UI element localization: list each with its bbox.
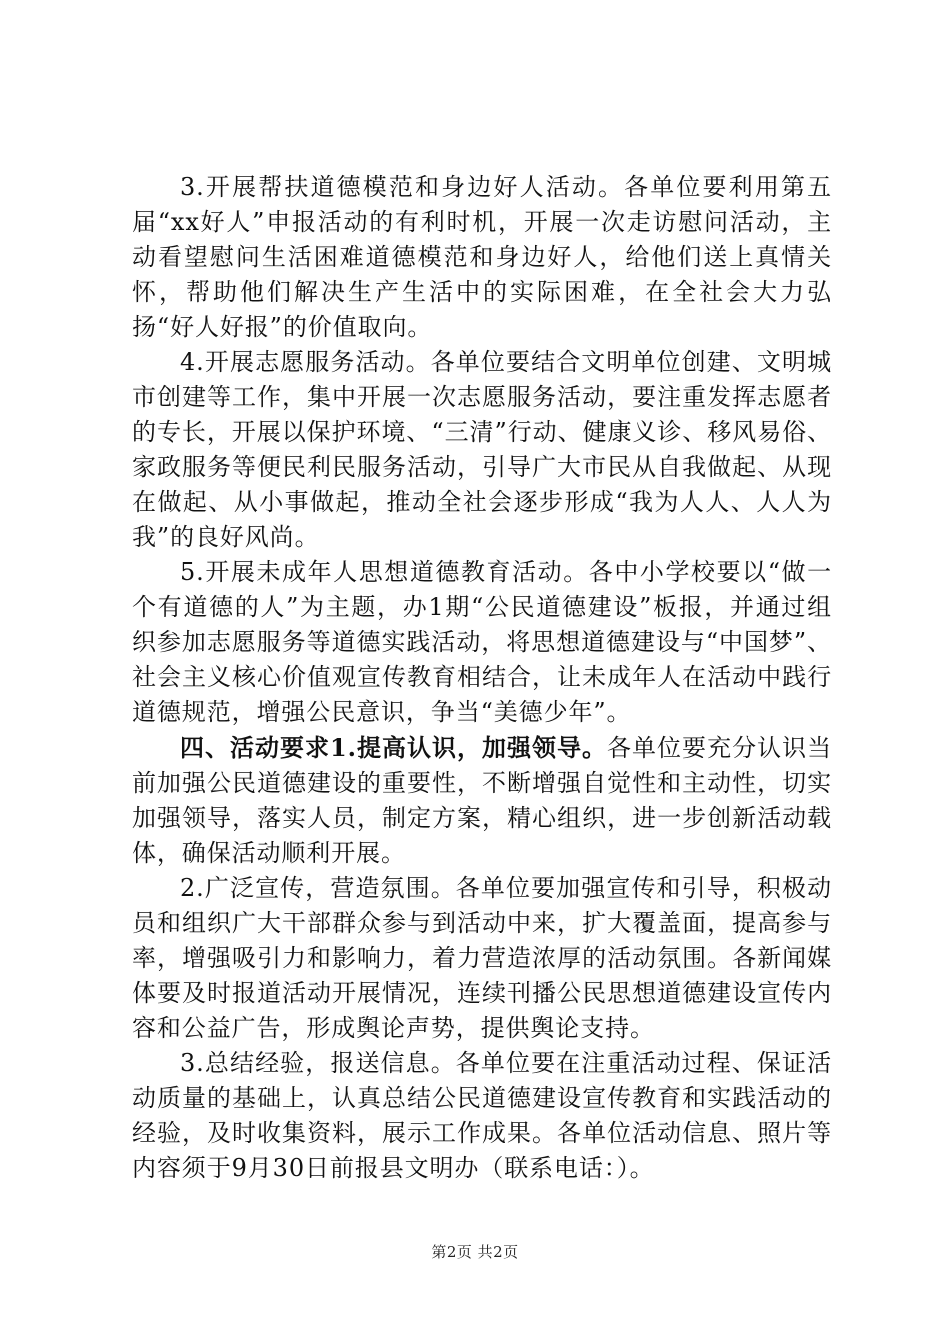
paragraph-item-3-summary xyxy=(132,1046,832,1186)
paragraph-item-3-helping-models xyxy=(132,170,832,345)
paragraph-text: 5.开展未成年人思想道德教育活动。各中小学校要以“做一个有道德的人”为主题，办1期“公民道德建设”板报，并通过组织参加志愿服务等道德实践活动，将思想道德建设与“中国梦”、社会主义核心价值观宣传教育相结合，让未成年人在活动中践行道德规范，增强公民意识，争当“美德少年”。 xyxy=(132,558,832,726)
document-body xyxy=(132,170,832,1186)
paragraph-section-4-requirements xyxy=(132,730,832,871)
paragraph-item-5-minors-education xyxy=(132,555,832,730)
paragraph-text: 3.开展帮扶道德模范和身边好人活动。各单位要利用第五届“xx好人”申报活动的有利时机，开展一次走访慰问活动，主动看望慰问生活困难道德模范和身边好人，给他们送上真情关怀，帮助他们解决生产生活中的实际困难，在全社会大力弘扬“好人好报”的价值取向。 xyxy=(132,173,832,341)
paragraph-text: 3.总结经验，报送信息。各单位要在注重活动过程、保证活动质量的基础上，认真总结公民道德建设宣传教育和实践活动的经验，及时收集资料，展示工作成果。各单位活动信息、照片等内容须于9月30日前报县文明办（联系电话：）。 xyxy=(132,1049,832,1182)
section-heading: 四、活动要求1.提高认识，加强领导。 xyxy=(180,733,608,762)
paragraph-item-2-publicity xyxy=(132,871,832,1046)
paragraph-text: 2.广泛宣传，营造氛围。各单位要加强宣传和引导，积极动员和组织广大干部群众参与到活动中来，扩大覆盖面，提高参与率，增强吸引力和影响力，着力营造浓厚的活动氛围。各新闻媒体要及时报道活动开展情况，连续刊播公民思想道德建设宣传内容和公益广告，形成舆论声势，提供舆论支持。 xyxy=(132,874,832,1042)
page-number-footer: 第2页 共2页 xyxy=(431,1243,519,1261)
paragraph-text: 4.开展志愿服务活动。各单位要结合文明单位创建、文明城市创建等工作，集中开展一次志愿服务活动，要注重发挥志愿者的专长，开展以保护环境、“三清”行动、健康义诊、移风易俗、家政服务等便民利民服务活动，引导广大市民从自我做起、从现在做起、从小事做起，推动全社会逐步形成“我为人人、人人为我”的良好风尚。 xyxy=(132,348,832,551)
paragraph-text: 各单位要充分认识当前加强公民道德建设的重要性，不断增强自觉性和主动性，切实加强领导，落实人员，制定方案，精心组织，进一步创新活动载体，确保活动顺利开展。 xyxy=(132,734,832,867)
paragraph-item-4-volunteer-service xyxy=(132,345,832,555)
